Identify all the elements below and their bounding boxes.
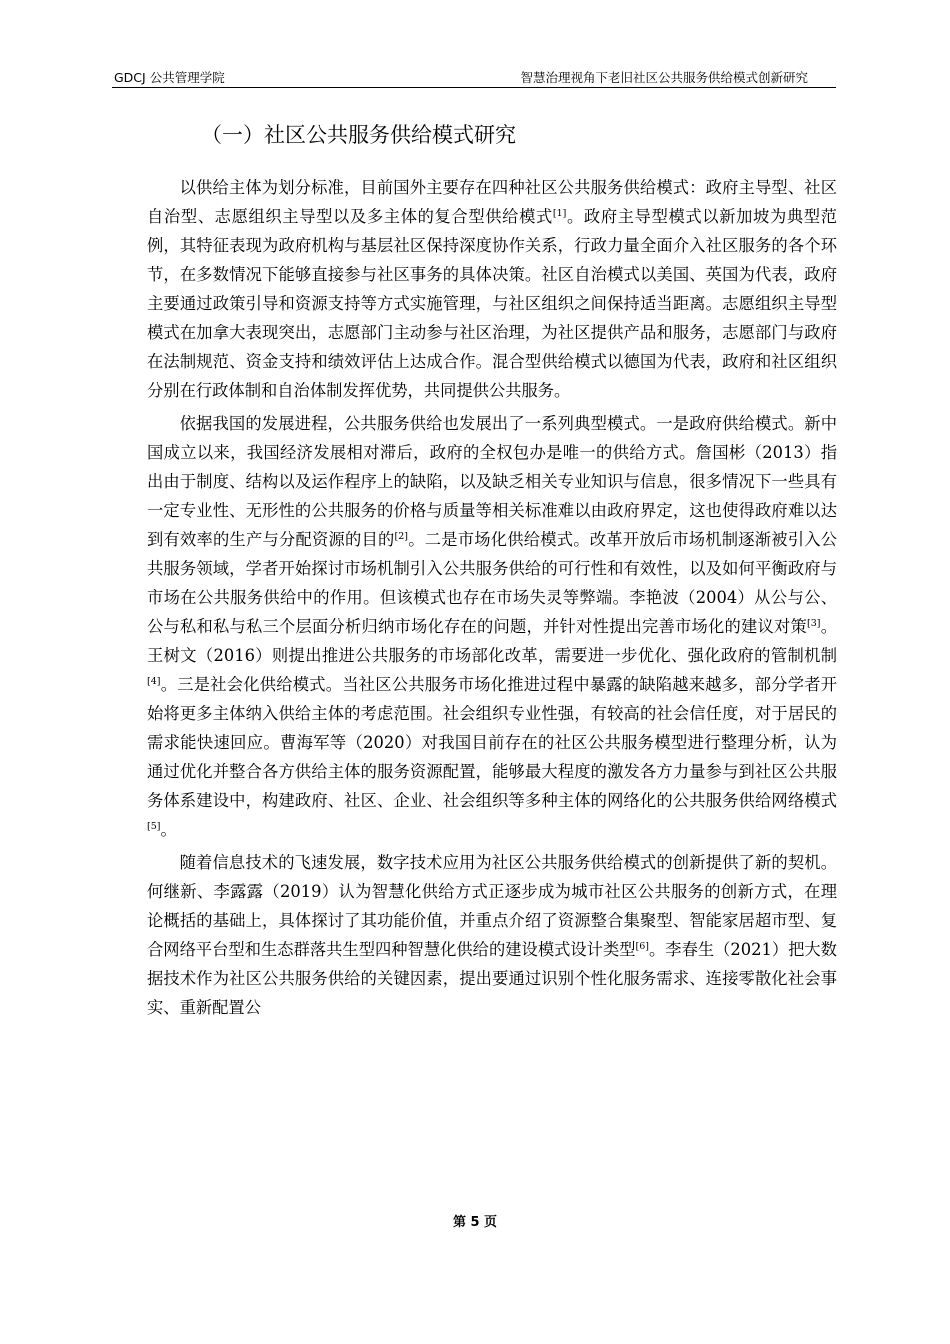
text-run: 依据我国的发展进程，公共服务供给也发展出了一系列典型模式。一是政府供给模式。新中国成立以来，我国经济发展相对滞后，政府的全权包办是唯一的供给方式。詹国彬（2013）指出由于制度、结构以及运作程序上的缺陷，以及缺乏相关专业知识与信息，很多情况下一些具有一定专业性、无形性的公共服务的价格与质量等相关标准难以由政府界定，这也使得政府难以达到有效率的生产与分配资源的目的 [147,414,837,549]
text-run: 。三是社会化供给模式。当社区公共服务市场化推进过程中暴露的缺陷越来越多，部分学者开始将更多主体纳入供给主体的考虑范围。社会组织专业性强，有较高的社会信任度，对于居民的需求能快速回应。曹海军等（2020）对我国目前存在的社区公共服务模型进行整理分析，认为通过优化并整合各方供给主体的服务资源配置，能够最大程度的激发各方力量参与到社区公共服务体系建设中，构建政府、社区、企业、社会组织等多种主体的网络化的公共服务供给网络模式 [147,675,837,810]
citation-ref: [3] [807,618,821,629]
paragraph [147,848,837,1022]
paragraph [147,173,837,405]
citation-ref: [2] [394,531,408,542]
citation-ref: [1] [552,208,567,219]
paragraph [147,409,837,844]
citation-ref: [4] [147,676,161,687]
header-paper-title: 智慧治理视角下老旧社区公共服务供给模式创新研究 [520,70,808,85]
text-run: 。二是市场化供给模式。改革开放后市场机制逐渐被引入公共服务领域，学者开始探讨市场机制引入公共服务供给的可行性和有效性，以及如何平衡政府与市场在公共服务供给中的作用。但该模式也存在市场失灵等弊端。李艳波（2004）从公与公、公与私和私与私三个层面分析归纳市场化存在的问题，并针对性提出完善市场化的建议对策 [147,530,837,636]
section-title: （一）社区公共服务供给模式研究 [201,123,516,147]
citation-ref: [5] [147,821,161,832]
page-number: 第 5 页 [452,1215,498,1230]
text-run: 以供给主体为划分标准，目前国外主要存在四种社区公共服务供给模式：政府主导型、社区自治型、志愿组织主导型以及多主体的复合型供给模式 [147,178,837,226]
citation-ref: [6] [635,941,649,952]
header-institution: GDCJ 公共管理学院 [114,70,225,85]
text-run: 。李春生（2021）把大数据技术作为社区公共服务供给的关键因素，提出要通过识别个性化服务需求、连接零散化社会事实、重新配置公 [147,940,837,1017]
text-run: 。政府主导型模式以新加坡为典型范例，其特征表现为政府机构与基层社区保持深度协作关系，行政力量全面介入社区服务的各个环节，在多数情况下能够直接参与社区事务的具体决策。社区自治模式以美国、英国为代表，政府主要通过政策引导和资源支持等方式实施管理，与社区组织之间保持适当距离。志愿组织主导型模式在加拿大表现突出，志愿部门主动参与社区治理，为社区提供产品和服务，志愿部门与政府在法制规范、资金支持和绩效评估上达成合作。混合型供给模式以德国为代表，政府和社区组织分别在行政体制和自治体制发挥优势，共同提供公共服务。 [147,207,837,400]
text-run: 。王树文（2016）则提出推进公共服务的市场部化改革，需要进一步优化、强化政府的管制机制 [147,617,837,665]
text-run: 。 [160,820,177,839]
text-run: 随着信息技术的飞速发展，数字技术应用为社区公共服务供给模式的创新提供了新的契机。何继新、李露露（2019）认为智慧化供给方式正逐步成为城市社区公共服务的创新方式，在理论概括的基础上，具体探讨了其功能价值，并重点介绍了资源整合集聚型、智能家居超市型、复合网络平台型和生态群落共生型四种智慧化供给的建设模式设计类型 [147,853,837,959]
body-text [147,173,837,1026]
running-header [112,65,836,88]
